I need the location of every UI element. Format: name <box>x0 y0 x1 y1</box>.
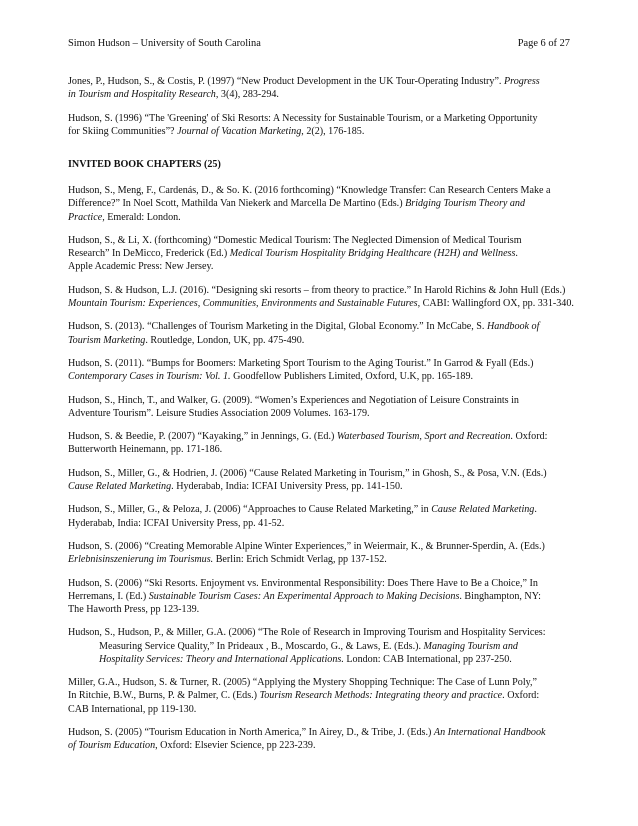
reference-text: Hudson, S. (2006) “Creating Memorable Alpine Winter Experiences,” in Weiermair, K., & Brunner-Sperdin, A. (Eds.) <box>68 540 545 552</box>
reference-entry <box>68 357 584 383</box>
reference-text: In Ritchie, B.W., Burns, P. & Palmer, C. (Eds.) <box>68 690 260 702</box>
reference-line <box>68 211 584 224</box>
reference-text: CABI: Wallingford OX, pp. 331-340. <box>420 298 574 309</box>
reference-line <box>68 112 584 125</box>
reference-line <box>68 357 584 370</box>
reference-text: Goodfellow Publishers Limited, Oxford, U.K, pp. 165-189. <box>230 371 474 383</box>
reference-line <box>68 184 584 197</box>
reference-text: Hudson, S. (2005) “Tourism Education in North America,” In Airey, D., & Tribe, J. (Eds.) <box>68 726 434 738</box>
reference-text: Hyderabab, India: ICFAI University Press, pp. 41-52. <box>68 517 285 529</box>
reference-text: Hudson, S. & Hudson, L.J. (2016). “Designing ski resorts – from theory to practice.” In Harold Richins & John Hull (Eds.) <box>68 284 566 296</box>
reference-text: , 3(4), 283-294. <box>215 89 279 101</box>
reference-text: Hudson, S. (2011). “Bumps for Boomers: Marketing Sport Tourism to the Aging Tourist.” In Garrod & Fyall (Eds.) <box>68 357 534 369</box>
reference-text: Hudson, S., Miller, G., & Peloza, J. (2006) “Approaches to Cause Related Marketing,” in <box>68 504 432 516</box>
reference-line <box>68 689 584 702</box>
reference-entry <box>68 394 584 420</box>
reference-text: The Haworth Press, pp 123-139. <box>68 603 200 615</box>
reference-line <box>68 467 584 480</box>
italic-title-text: Hospitality Services: Theory and International Applications. <box>99 653 344 665</box>
reference-line <box>68 197 584 210</box>
italic-title-text: An International Handbook <box>433 726 546 738</box>
italic-title-text: Sustainable Tourism Cases: An Experimental Approach to Making Decisions <box>148 590 460 602</box>
reference-text: Measuring Service Quality,” In Prideaux , B., Moscardo, G., & Laws, E. (Eds.). <box>99 640 424 652</box>
reference-line <box>68 640 584 653</box>
page-content <box>68 75 584 763</box>
reference-text: Hudson, S., Meng, F., Cardenás, D., & So. K. (2016 forthcoming) “Knowledge Transfer: Can Research Centers Make a <box>68 185 551 197</box>
reference-text: for Skiing Communities”? <box>68 125 178 137</box>
reference-entry <box>68 75 584 101</box>
reference-line <box>68 88 584 101</box>
book-chapters-list <box>68 184 584 752</box>
reference-entry <box>68 430 584 456</box>
italic-title-text: Journal of Vacation Marketing <box>177 125 302 137</box>
header-author: Simon Hudson – University of South Carolina <box>68 38 261 49</box>
reference-entry <box>68 112 584 138</box>
reference-entry <box>68 234 584 274</box>
reference-text: Hudson, S. & Beedie, P. (2007) “Kayaking,” in Jennings, G. (Ed.) <box>68 431 337 443</box>
italic-title-text: Progress <box>503 76 540 87</box>
reference-entry <box>68 320 584 346</box>
italic-title-text: Erlebnisinszenierung im Tourismus. <box>68 554 214 566</box>
reference-text: , Oxford: Elsevier Science, pp 223-239. <box>155 740 316 752</box>
reference-text: Hudson, S. (1996) “The 'Greening' of Ski Resorts: A Necessity for Sustainable Tourism, or a Marketing Opportunity <box>68 112 538 124</box>
reference-line <box>68 394 584 407</box>
reference-text: Hudson, S., Miller, G., & Hodrien, J. (2006) “Cause Related Marketing in Tourism,” in Ghosh, S., & Posa, V.N. (Eds.) <box>68 467 547 479</box>
reference-text: Hudson, S. (2013). “Challenges of Tourism Marketing in the Digital, Global Economy.” In McCabe, S. <box>68 321 487 333</box>
italic-title-text: Medical Tourism Hospitality Bridging Healthcare (H2H) and Wellness <box>229 248 516 260</box>
reference-line <box>68 125 584 138</box>
reference-line <box>68 540 584 553</box>
reference-text: Herremans, I. (Ed.) <box>68 590 149 602</box>
reference-text: . <box>515 248 518 260</box>
reference-text: . <box>534 504 537 516</box>
reference-line <box>68 703 584 716</box>
reference-line <box>68 443 584 456</box>
reference-line <box>68 739 584 752</box>
reference-line <box>68 234 584 247</box>
italic-title-text: Contemporary Cases in Tourism: Vol. 1. <box>68 371 231 383</box>
reference-text: Miller, G.A., Hudson, S. & Turner, R. (2005) “Applying the Mystery Shopping Technique: The Case of Lunn Poly,” <box>68 677 538 689</box>
reference-entry <box>68 184 584 224</box>
reference-text: . Routledge, London, UK, pp. 475-490. <box>145 334 305 346</box>
reference-line <box>68 503 584 516</box>
reference-line <box>68 480 584 493</box>
reference-entry <box>68 726 584 752</box>
reference-entry <box>68 503 584 529</box>
reference-line <box>68 370 584 383</box>
page-header <box>68 37 570 51</box>
reference-text: Jones, P., Hudson, S., & Costis, P. (1997) “New Product Development in the UK Tour-Operating Industry”. <box>68 76 504 87</box>
italic-title-text: Mountain Tourism: Experiences, Communities, Environments and Sustainable Futures, <box>68 298 421 309</box>
header-page-number: Page 6 of 27 <box>517 38 570 49</box>
italic-title-text: Tourism Research Methods: Integrating theory and practice <box>259 690 503 702</box>
reference-line <box>68 553 584 566</box>
italic-title-text: Tourism Marketing <box>68 334 146 346</box>
reference-text: Hudson, S. (2006) “Ski Resorts. Enjoyment vs. Environmental Responsibility: Does There Have to Be a Choice,” In <box>68 577 538 589</box>
reference-text: Hudson, S., & Li, X. (forthcoming) “Domestic Medical Tourism: The Neglected Dimension of Medical Tourism <box>68 235 522 246</box>
reference-entry <box>68 676 584 716</box>
reference-line <box>68 590 584 603</box>
reference-text: Butterworth Heinemann, pp. 171-186. <box>68 444 223 456</box>
reference-entry <box>68 284 584 310</box>
reference-text: . Binghampton, NY: <box>459 590 541 602</box>
reference-line <box>68 297 584 310</box>
reference-line <box>68 726 584 739</box>
reference-text: Hudson, S., Hinch, T., and Walker, G. (2009). “Women’s Experiences and Negotiation of Leisure Constraints in <box>68 394 519 406</box>
reference-text: Berlin: Erich Schmidt Verlag, pp 137-152. <box>213 554 387 566</box>
reference-text: CAB International, pp 119-130. <box>68 703 197 715</box>
reference-text: . Hyderabab, India: ICFAI University Press, pp. 141-150. <box>171 480 403 492</box>
reference-text: Hudson, S., Hudson, P., & Miller, G.A. (2006) “The Role of Research in Improving Tourism and Hospitality Services: <box>68 627 546 639</box>
reference-line <box>68 430 584 443</box>
reference-text: Emerald: London. <box>104 211 181 223</box>
reference-line <box>68 320 584 333</box>
reference-entry <box>68 467 584 493</box>
italic-title-text: Cause Related Marketing <box>68 480 172 492</box>
reference-line <box>68 75 584 88</box>
reference-line <box>68 517 584 530</box>
italic-title-text: Handbook of <box>486 321 540 333</box>
italic-title-text: Waterbased Tourism, Sport and Recreation <box>336 431 511 443</box>
italic-title-text: Cause Related Marketing <box>431 504 535 516</box>
section-heading: INVITED BOOK CHAPTERS (25) <box>68 159 221 170</box>
reference-text: . Oxford: <box>502 690 540 702</box>
reference-entry <box>68 626 584 666</box>
reference-line <box>68 653 584 666</box>
italic-title-text: of Tourism Education <box>68 740 156 752</box>
reference-text: Adventure Tourism”. Leisure Studies Association 2009 Volumes. 163-179. <box>68 407 370 419</box>
italic-title-text: in Tourism and Hospitality Research <box>68 89 216 101</box>
journal-articles-list <box>68 75 584 138</box>
reference-line <box>68 260 584 273</box>
reference-text: Apple Academic Press: New Jersey. <box>68 261 214 273</box>
reference-entry <box>68 577 584 617</box>
reference-entry <box>68 540 584 566</box>
reference-line <box>68 577 584 590</box>
reference-line <box>68 676 584 689</box>
reference-line <box>68 284 584 297</box>
reference-line <box>68 334 584 347</box>
italic-title-text: Bridging Tourism Theory and <box>405 198 526 210</box>
reference-text: London: CAB International, pp 237-250. <box>343 653 512 665</box>
italic-title-text: Managing Tourism and <box>423 640 518 652</box>
reference-text: . Oxford: <box>510 431 548 443</box>
reference-text: , 2(2), 176-185. <box>301 125 365 137</box>
reference-text: Difference?” In Noel Scott, Mathilda Van Niekerk and Marcella De Martino (Eds.) <box>68 198 406 210</box>
italic-title-text: Practice, <box>68 211 105 223</box>
reference-line <box>68 626 584 639</box>
reference-line <box>68 407 584 420</box>
reference-line <box>68 603 584 616</box>
reference-line <box>68 247 584 260</box>
reference-text: Research” In DeMicco, Frederick (Ed.) <box>68 248 230 260</box>
